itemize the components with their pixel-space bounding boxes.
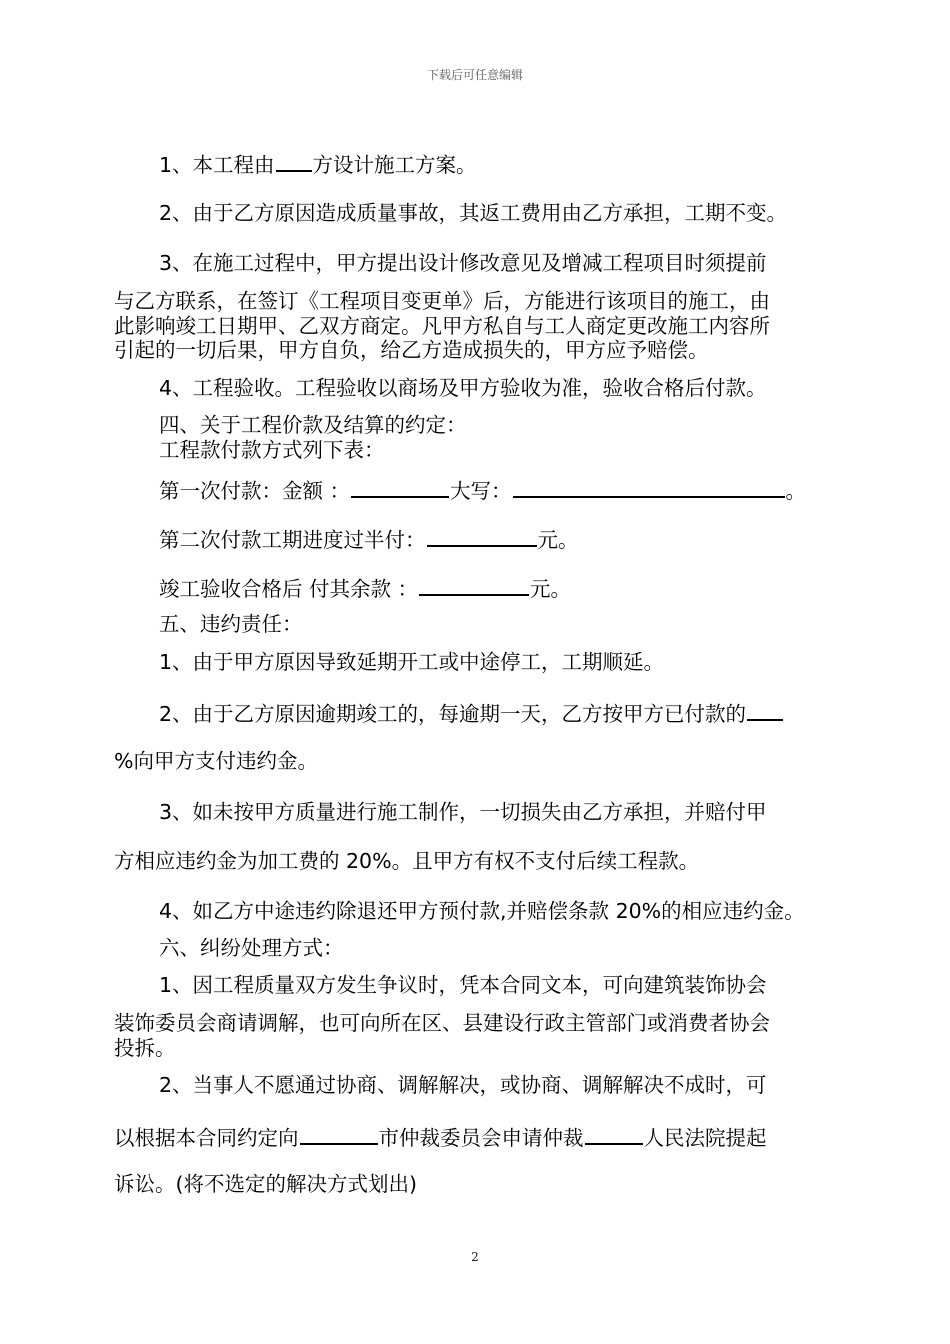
clause-3-line-2: 与乙方联系，在签订《工程项目变更单》后，方能进行该项目的施工，由 [114, 289, 770, 313]
liability-1: 1、由于甲方原因导致延期开工或中途停工，工期顺延。 [159, 650, 665, 674]
clause-3-line-1: 3、在施工过程中，甲方提出设计修改意见及增减工程项目时须提前 [159, 251, 767, 275]
page-header: 下载后可任意编辑 [426, 68, 523, 82]
liability-4: 4、如乙方中途违约除退还甲方预付款,并赔偿条款 20%的相应违约金。 [159, 899, 805, 923]
clause-3-line-4: 引起的一切后果，甲方自负，给乙方造成损失的，甲方应予赔偿。 [114, 338, 709, 362]
liability-3-line-1: 3、如未按甲方质量进行施工制作，一切损失由乙方承担，并赔付甲 [159, 800, 767, 824]
clause-2: 2、由于乙方原因造成质量事故，其返工费用由乙方承担，工期不变。 [159, 201, 788, 225]
payment-1: 第一次付款：金额 ： 大写： 。 [159, 476, 806, 503]
payment-2: 第二次付款工期进度过半付： 元。 [159, 525, 579, 552]
section-4-heading: 四、关于工程价款及结算的约定： [159, 413, 467, 437]
clause-4: 4、工程验收。工程验收以商场及甲方验收为准，验收合格后付款。 [159, 376, 767, 400]
dispute-1-line-3: 投拆。 [114, 1036, 176, 1060]
dispute-2-line-1: 2、当事人不愿通过协商、调解解决，或协商、调解解决不成时，可 [159, 1073, 767, 1097]
liability-2-line-2: %向甲方支付违约金。 [114, 749, 318, 773]
dispute-1-line-1: 1、因工程质量双方发生争议时，凭本合同文本，可向建筑装饰协会 [159, 973, 767, 997]
payment-method-title: 工程款付款方式列下表： [159, 438, 385, 462]
liability-2-line-1: 2、由于乙方原因逾期竣工的，每逾期一天，乙方按甲方已付款的 [159, 699, 784, 726]
payment-3: 竣工验收合格后 付其余款 ： 元。 [159, 574, 571, 601]
clause-3-line-3: 此影响竣工日期甲、乙双方商定。凡甲方私自与工人商定更改施工内容所 [114, 314, 770, 338]
dispute-2-line-3: 诉讼。(将不选定的解决方式划出) [114, 1172, 417, 1196]
dispute-1-line-2: 装饰委员会商请调解，也可向所在区、县建设行政主管部门或消费者协会 [114, 1011, 770, 1035]
clause-1: 1、本工程由 方设计施工方案。 [159, 150, 477, 177]
section-6-heading: 六、纠纷处理方式： [159, 936, 344, 960]
section-5-heading: 五、违约责任： [159, 612, 303, 636]
dispute-2-line-2: 以根据本合同约定向 市仲裁委员会申请仲裁 人民法院提起 [114, 1123, 767, 1150]
liability-3-line-2: 方相应违约金为加工费的 20%。且甲方有权不支付后续工程款。 [114, 849, 700, 873]
page-number: 2 [471, 1250, 479, 1264]
